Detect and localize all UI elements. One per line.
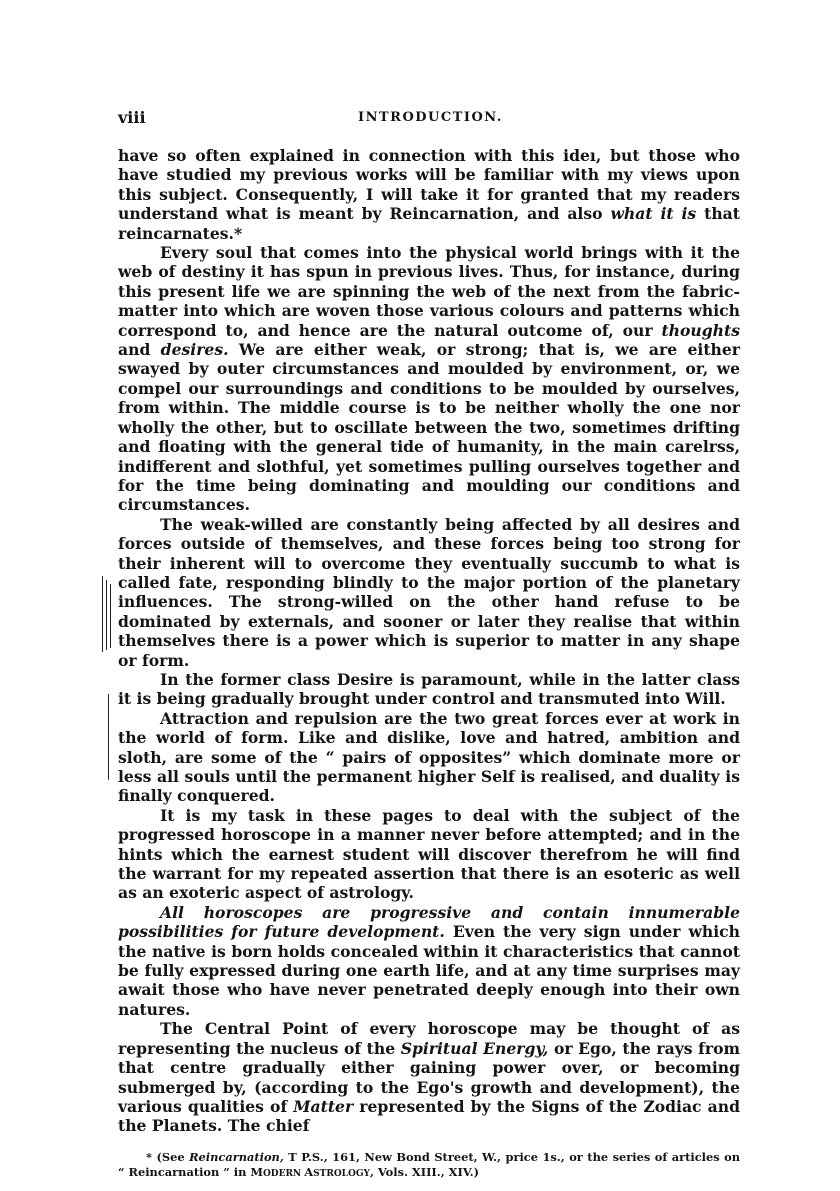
- paragraph: In the former class Desire is paramount, while in the latter class it is being gradually brought under control and transmuted into Will.: [118, 669, 740, 709]
- margin-mark: [102, 576, 103, 652]
- page-title: INTRODUCTION.: [358, 110, 503, 125]
- margin-mark: [110, 584, 111, 648]
- paragraph: The weak-willed are constantly being affected by all desires and forces outside of themselves, and these forces being too strong for their inherent will to overcome they eventually succumb to what is called fate, responding blindly to the major portion of the planetary influences. The strong-willed on the other hand refuse to be dominated by externals, and sooner or later they realise that within themselves there is a power which is superior to matter in any shape or form.: [118, 514, 740, 670]
- paragraph: Attraction and repulsion are the two great forces ever at work in the world of form. Like and dislike, love and hatred, ambition and sloth, are some of the “ pairs of opposites” which dominate more or less all souls until the permanent higher Self is realised, and duality is finally conquered.: [118, 708, 740, 806]
- running-head: [118, 108, 740, 130]
- page-number: viii: [118, 108, 146, 127]
- paragraph: The Central Point of every horoscope may be thought of as representing the nucleus of the Spiritual Energy, or Ego, the rays from that centre gradually either gaining power over, or becoming submerged by, (according to the Ego's growth and development), the various qualities of Matter represented by the Signs of the Zodiac and the Planets. The chief: [118, 1019, 740, 1136]
- body-text: [118, 146, 740, 1136]
- paragraph: Every soul that comes into the physical world brings with it the web of destiny it has spun in previous lives. Thus, for instance, during this present life we are spinning the web of the next from the fabric-matter into which are woven those various colours and patterns which correspond to, and hence are the natural outcome of, our thoughts and desires. We are either weak, or strong; that is, we are either swayed by outer circumstances and moulded by environment, or, we compel our surroundings and conditions to be moulded by ourselves, from within. The middle course is to be neither wholly the one nor wholly the other, but to oscillate between the two, sometimes drifting and floating with the general tide of humanity, in the main carelrss, indifferent and slothful, yet sometimes pulling ourselves together and for the time being dominating and moulding our conditions and circumstances.: [118, 243, 740, 515]
- margin-mark: [106, 580, 107, 650]
- paragraph: have so often explained in connection with this ideı, but those who have studied my previous works will be familiar with my views upon this subject. Consequently, I will take it for granted that my readers understand what is meant by Reincarnation, and also what it is that reincarnates.*: [118, 146, 740, 243]
- paragraph: All horoscopes are progressive and contain innumerable possibilities for future development. Even the very sign under which the native is born holds concealed within it characteristics that cannot be fully expressed during one earth life, and at any time surprises may await those who have never penetrated deeply enough into their own natures.: [118, 902, 740, 1019]
- footnote: * (See Reincarnation, T P.S., 161, New Bond Street, W., price 1s., or the series of articles on “ Reincarnation ” in MODERN ASTROLOGY, Vols. XIII., XIV.): [118, 1149, 740, 1179]
- margin-mark: [108, 694, 109, 780]
- paragraph: It is my task in these pages to deal with the subject of the progressed horoscope in a manner never before attempted; and in the hints which the earnest student will discover therefrom he will find the warrant for my repeated assertion that there is an esoteric as well as an exoteric aspect of astrology.: [118, 805, 740, 903]
- book-page: [118, 108, 740, 1179]
